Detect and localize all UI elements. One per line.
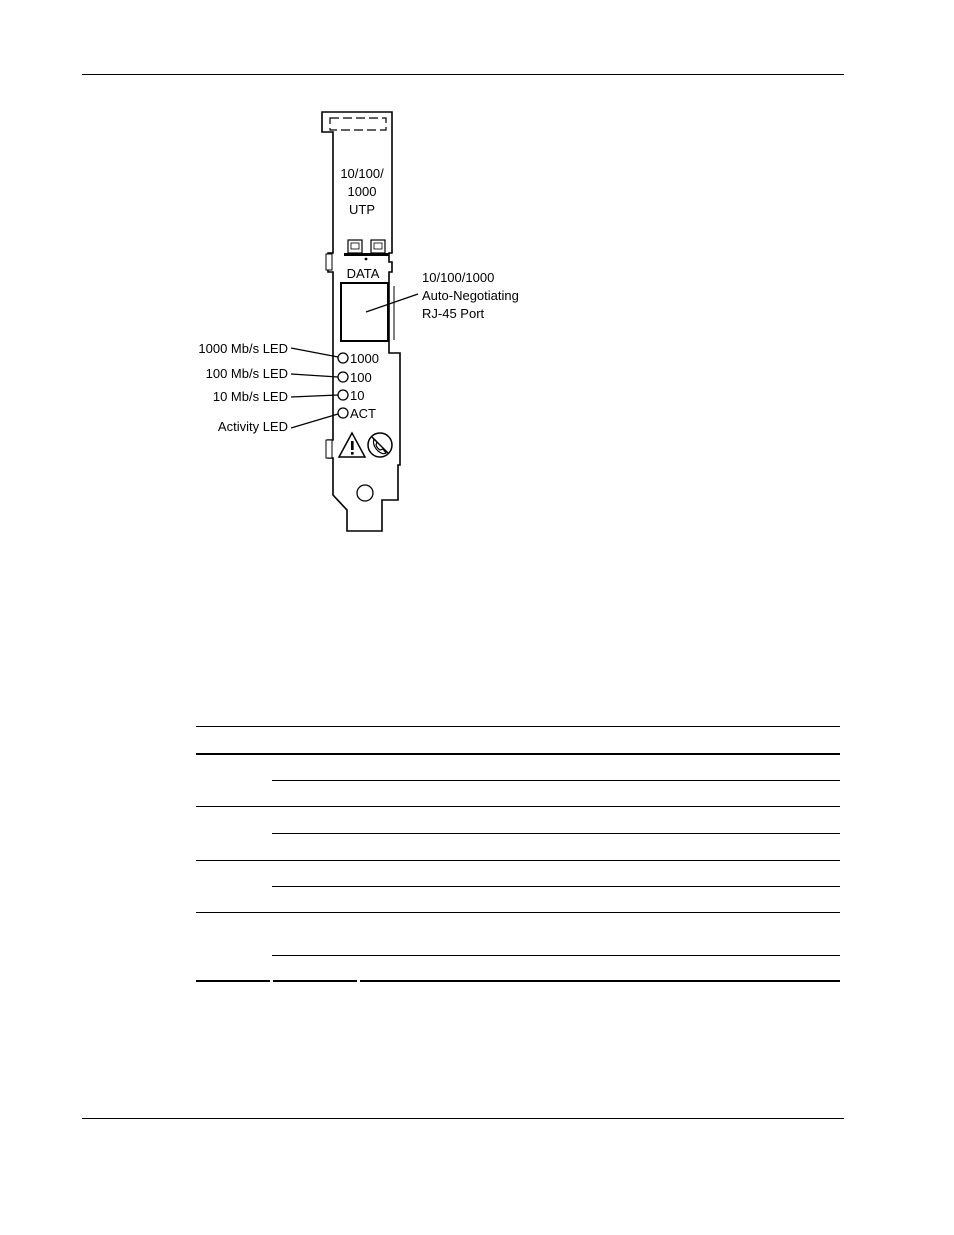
no-telephone-icon bbox=[368, 433, 392, 457]
table-row-divider bbox=[272, 833, 840, 834]
bracket-notch-upper bbox=[326, 254, 332, 270]
table-header-rule bbox=[196, 753, 840, 755]
table-row-divider bbox=[272, 780, 840, 781]
port-callout-line-1: 10/100/1000 bbox=[422, 270, 495, 285]
table-group-divider bbox=[196, 860, 840, 861]
data-label: DATA bbox=[346, 266, 380, 281]
led-callout-1000: 1000 Mb/s LED bbox=[198, 341, 288, 356]
bracket-notch-lower bbox=[326, 440, 332, 458]
led-mark-act: ACT bbox=[350, 406, 376, 421]
bracket-text-line-1: 10/100/ bbox=[340, 166, 384, 181]
table-row-divider bbox=[272, 886, 840, 887]
table-bottom-rule-col3 bbox=[360, 980, 840, 982]
led-callout-100: 100 Mb/s LED bbox=[205, 366, 288, 381]
table-top-rule bbox=[196, 726, 840, 727]
led-10 bbox=[338, 390, 348, 400]
led-act bbox=[338, 408, 348, 418]
led-callout-act: Activity LED bbox=[217, 419, 288, 434]
led-1000 bbox=[338, 353, 348, 363]
table-bottom-rule-col1 bbox=[196, 980, 270, 982]
bracket-text-line-3: UTP bbox=[349, 202, 375, 217]
table-group-divider bbox=[196, 912, 840, 913]
port-callout-line-3: RJ-45 Port bbox=[422, 306, 485, 321]
led-100 bbox=[338, 372, 348, 382]
led-mark-10: 10 bbox=[350, 388, 365, 403]
bracket-text-line-2: 1000 bbox=[347, 184, 377, 199]
table-group-divider bbox=[196, 806, 840, 807]
table-bottom-rule-col2 bbox=[273, 980, 357, 982]
led-mark-1000: 1000 bbox=[350, 351, 379, 366]
port-callout-line-2: Auto-Negotiating bbox=[422, 288, 519, 303]
footer-rule bbox=[82, 1118, 844, 1119]
table-row-divider bbox=[272, 955, 840, 956]
led-callout-10: 10 Mb/s LED bbox=[212, 389, 288, 404]
mounting-hole bbox=[357, 485, 373, 501]
led-mark-100: 100 bbox=[350, 370, 372, 385]
rj45-port bbox=[341, 283, 388, 341]
